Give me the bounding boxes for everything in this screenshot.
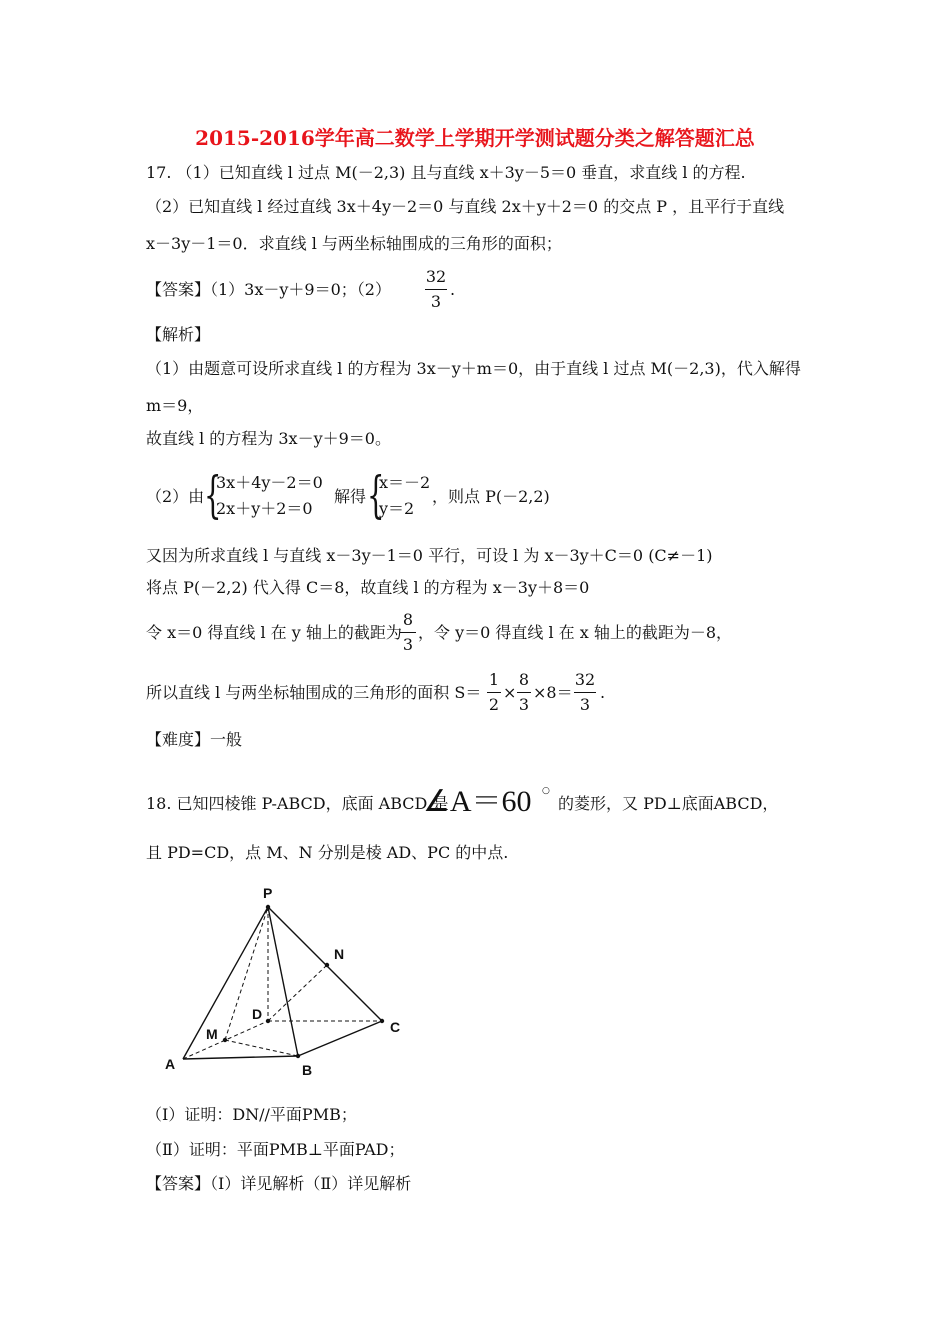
system-2-equation-b: y＝2: [379, 499, 415, 518]
fraction-numerator: 1: [488, 670, 500, 689]
solution-line-7-suffix: ，令 y＝0 得直线 l 在 x 轴上的截距为－8，: [418, 623, 733, 642]
segment-dn: [268, 965, 327, 1021]
solution-line-4-prefix: （2）由: [146, 487, 205, 506]
vertex-c: [380, 1019, 384, 1023]
vertex-p: [266, 905, 270, 909]
difficulty-label: 【难度】一般: [146, 730, 243, 749]
q18-line-1-prefix: 18. 已知四棱锥 P-ABCD，底面 ABCD 是: [146, 794, 449, 813]
fraction-numerator: 32: [425, 267, 447, 286]
q17-line-1: 17. （1）已知直线 l 过点 M(－2,3) 且与直线 x＋3y－5＝0 垂直，求直线 l 的方程.: [146, 163, 746, 182]
fraction-one-half: [487, 670, 501, 715]
answer-suffix: .: [450, 280, 456, 299]
equation-system-2: [379, 470, 430, 522]
fraction-denominator: 3: [579, 695, 591, 714]
solving-label: 解得: [334, 487, 367, 506]
label-n: N: [334, 946, 345, 962]
point-p-result: ，则点 P(－2,2): [432, 487, 550, 506]
edge-bc: [298, 1021, 382, 1056]
q18-part-2: （Ⅱ）证明：平面PMB⊥平面PAD；: [146, 1140, 405, 1159]
answer-fraction: [425, 267, 447, 312]
left-brace-icon: {: [204, 466, 222, 524]
period: .: [600, 683, 606, 702]
solution-line-2: m＝9，: [146, 396, 204, 415]
fraction-denominator: 2: [488, 695, 500, 714]
edge-ab: [183, 1056, 298, 1059]
q18-line-2: 且 PD=CD，点 M、N 分别是棱 AD、PC 的中点.: [146, 843, 509, 862]
fraction-numerator: 32: [574, 670, 596, 689]
q17-line-2: （2）已知直线 l 经过直线 3x＋4y－2＝0 与直线 2x＋y＋2＝0 的交点 P ，且平行于直线: [146, 197, 785, 216]
area-fraction: [574, 670, 596, 715]
label-d: D: [252, 1006, 263, 1022]
label-a: A: [165, 1056, 176, 1072]
solution-line-5: 又因为所求直线 l 与直线 x－3y－1＝0 平行，可设 l 为 x－3y＋C＝0 (C≠－1): [146, 546, 713, 565]
times-eight: ×8＝: [533, 683, 573, 702]
label-p: P: [263, 885, 273, 901]
q17-answer: [146, 279, 391, 301]
system-2-equation-a: x＝－2: [379, 473, 431, 492]
times-sign: ×: [503, 683, 517, 702]
label-c: C: [390, 1019, 401, 1035]
system-1-equation-a: 3x＋4y－2＝0: [216, 473, 323, 492]
solution-line-3: 故直线 l 的方程为 3x－y＋9＝0。: [146, 429, 391, 448]
degree-sign: ○: [542, 786, 550, 796]
solution-line-6: 将点 P(－2,2) 代入得 C＝8，故直线 l 的方程为 x－3y＋8＝0: [146, 578, 590, 597]
fraction-numerator: 8: [518, 670, 530, 689]
solution-line-7-prefix: 令 x＝0 得直线 l 在 y 轴上的截距为: [146, 623, 402, 642]
angle-expression: ∠A＝60: [423, 785, 532, 818]
q17-line-3: x－3y－1＝0．求直线 l 与两坐标轴围成的三角形的面积；: [146, 234, 562, 253]
point-m: [223, 1038, 227, 1042]
edge-pa: [183, 907, 268, 1059]
left-brace-icon: {: [367, 466, 385, 524]
equation-system-1: [216, 470, 323, 522]
solution-line-1: （1）由题意可设所求直线 l 的方程为 3x－y＋m＝0，由于直线 l 过点 M(－2,3)，代入解得: [146, 359, 801, 378]
vertex-d: [266, 1019, 270, 1023]
solution-line-8-prefix: 所以直线 l 与两坐标轴围成的三角形的面积 S＝: [146, 683, 482, 702]
fraction-numerator: 8: [402, 610, 414, 629]
pyramid-figure: [150, 876, 420, 1086]
edge-pb: [268, 907, 298, 1056]
label-m: M: [206, 1026, 218, 1042]
q18-part-1: （Ⅰ）证明：DN//平面PMB；: [146, 1105, 357, 1124]
answer-prefix: 【答案】（1）3x－y＋9＝0；（2）: [146, 280, 391, 299]
q18-answer: 【答案】（Ⅰ）详见解析（Ⅱ）详见解析: [146, 1174, 412, 1193]
label-b: B: [302, 1062, 313, 1078]
edge-pc: [268, 907, 382, 1021]
intercept-fraction: [400, 610, 416, 655]
q18-line-1-suffix: 的菱形，又 PD⊥底面ABCD，: [558, 794, 779, 813]
vertex-b: [296, 1054, 300, 1058]
fraction-eight-thirds: [517, 670, 531, 715]
fraction-denominator: 3: [402, 635, 414, 654]
fraction-denominator: 3: [518, 695, 530, 714]
fraction-denominator: 3: [430, 292, 442, 311]
point-n: [325, 963, 329, 967]
page-title: 2015-2016学年高二数学上学期开学测试题分类之解答题汇总: [195, 126, 755, 150]
system-1-equation-b: 2x＋y＋2＝0: [216, 499, 313, 518]
analysis-heading: 【解析】: [146, 325, 211, 344]
segment-mb: [225, 1040, 298, 1056]
